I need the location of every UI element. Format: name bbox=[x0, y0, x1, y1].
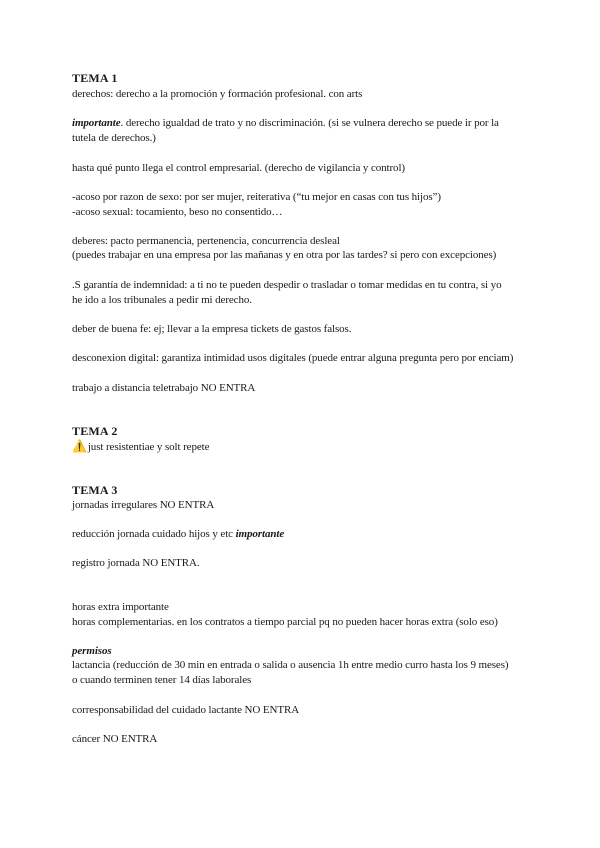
permisos-heading bbox=[72, 644, 112, 658]
tema-1-line-importante bbox=[72, 116, 499, 130]
tema-3-line-cancer: cáncer NO ENTRA bbox=[72, 733, 158, 745]
tema-3-line-reduccion bbox=[72, 527, 284, 541]
tema-1-line-garantia: .S garantía de indemnidad: a ti no te pueden despedir o trasladar o tomar medidas en tu contra, si yo bbox=[72, 279, 502, 291]
tema-1-line-desconexion: desconexion digital: garantiza intimidad usos digitales (puede entrar alguna pregunta pero por enciam) bbox=[72, 352, 514, 364]
tema-1-line-puedes-trabajar: (puedes trabajar en una empresa por las mañanas y en otra por las tardes? si pero con excepciones) bbox=[72, 249, 497, 261]
tema-2-line-text: just resistentiae y solt repete bbox=[87, 441, 210, 453]
tema-1-line-tutela: tutela de derechos.) bbox=[72, 132, 156, 144]
tema-3-line-jornadas: jornadas irregulares NO ENTRA bbox=[72, 499, 215, 511]
tema-1-line-deberes: deberes: pacto permanencia, pertenencia, concurrencia desleal bbox=[72, 235, 340, 247]
tema-1-line-buena-fe: deber de buena fe: ej; llevar a la empresa tickets de gastos falsos. bbox=[72, 323, 352, 335]
tema-1-line-acoso-sexual: -acoso sexual: tocamiento, beso no consentido… bbox=[72, 206, 283, 218]
tema-3-line-horas-extra: horas extra importante bbox=[72, 601, 169, 613]
tema-2-heading: TEMA 2 bbox=[72, 424, 118, 438]
importante-label: importante bbox=[72, 117, 121, 129]
tema-2-line bbox=[72, 439, 209, 454]
tema-1-line-derechos: derechos: derecho a la promoción y formación profesional. con arts bbox=[72, 88, 363, 100]
tema-3-line-corresponsabilidad: corresponsabilidad del cuidado lactante NO ENTRA bbox=[72, 704, 300, 716]
tema-3-line-lactancia: lactancia (reducción de 30 min en entrada o salida o ausencia 1h entre medio curro hasta los 9 meses) bbox=[72, 659, 509, 671]
tema-1-line-acoso-sexo: -acoso por razon de sexo: por ser mujer, reiterativa (“tu mejor en casas con tus hijos”) bbox=[72, 191, 441, 203]
tema-3-line-reduccion-text: reducción jornada cuidado hijos y etc bbox=[72, 528, 236, 540]
tema-1-line-teletrabajo: trabajo a distancia teletrabajo NO ENTRA bbox=[72, 382, 256, 394]
tema-3-line-dias-laborales: o cuando terminen tener 14 días laborales bbox=[72, 674, 252, 686]
tema-3-line-registro: registro jornada NO ENTRA. bbox=[72, 557, 200, 569]
tema-1-line-tribunales: he ido a los tribunales a pedir mi derecho. bbox=[72, 294, 252, 306]
tema-1-line-control: hasta qué punto llega el control empresarial. (derecho de vigilancia y control) bbox=[72, 162, 405, 174]
tema-1-line-importante-text: . derecho igualdad de trato y no discriminación. (si se vulnera derecho se puede ir por la bbox=[120, 117, 499, 129]
tema-3-heading: TEMA 3 bbox=[72, 483, 118, 497]
permisos-label: permisos bbox=[72, 645, 112, 657]
tema-3-line-horas-complementarias: horas complementarias. en los contratos a tiempo parcial pq no pueden hacer horas extra (solo eso) bbox=[72, 616, 498, 628]
tema-1-heading: TEMA 1 bbox=[72, 71, 118, 85]
importante-label: importante bbox=[235, 528, 285, 540]
warning-icon: ⚠️ bbox=[72, 439, 87, 453]
